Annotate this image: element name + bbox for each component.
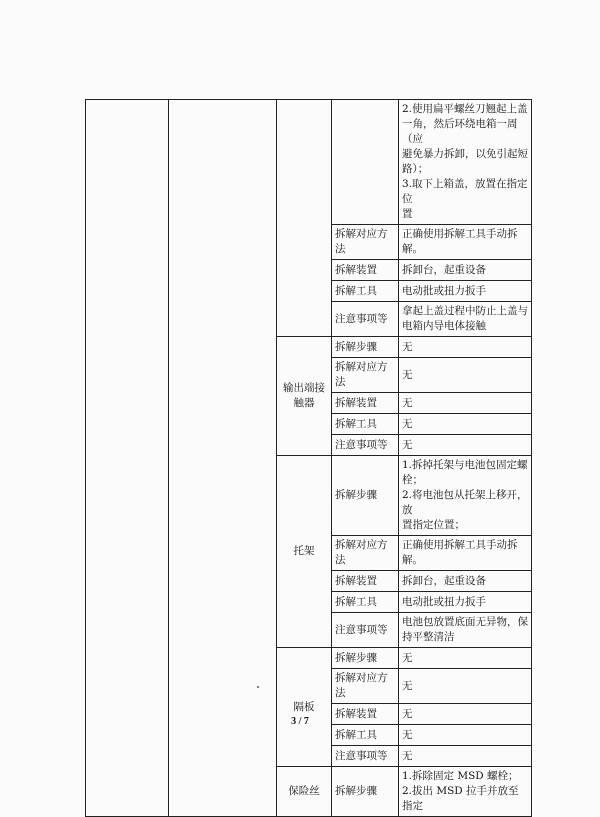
device-label: 拆解装置 [332,260,399,281]
device-value: 无 [399,393,532,414]
text-line: 3.取下上箱盖，放置在指定位 [402,178,528,205]
steps-value: 无 [399,648,532,669]
text-line: 2.拔出 MSD 拉手并放至指定 [402,785,519,812]
text-line: 一角，然后环绕电箱一周（应 [402,118,518,145]
note-value: 无 [399,435,532,456]
text-line: 避免暴力拆卸，以免引起短 [402,148,528,160]
table-cell-empty [169,100,277,817]
method-label: 拆解对应方法 [332,358,399,393]
tool-label: 拆解工具 [332,725,399,746]
group-partition: 隔板 [277,648,332,767]
device-label: 拆解装置 [332,704,399,725]
table-cell-empty [277,100,332,337]
group-bracket: 托架 [277,456,332,648]
table-row [86,100,532,225]
steps-value: 无 [399,337,532,358]
device-value: 拆卸台，起重设备 [399,260,532,281]
note-value: 电池包放置底面无异物，保持平整清洁 [399,613,532,648]
note-label: 注意事项等 [332,435,399,456]
group-output-contactor: 输出端接触器 [277,337,332,456]
method-value: 正确使用拆解工具手动拆解。 [399,225,532,260]
text-line: 置 [402,208,413,220]
note-value: 拿起上盖过程中防止上盖与电箱内导电体接触 [399,302,532,337]
tool-value: 无 [399,414,532,435]
text-line: 1.拆掉托架与电池包固定螺 [402,459,528,471]
table-cell-empty [86,100,169,817]
tool-label: 拆解工具 [332,281,399,302]
tool-label: 拆解工具 [332,414,399,435]
device-label: 拆解装置 [332,571,399,592]
steps-label: 拆解步骤 [332,767,399,817]
note-label: 注意事项等 [332,302,399,337]
tool-value: 无 [399,725,532,746]
method-value: 无 [399,669,532,704]
text-line: 1.拆除固定 MSD 螺栓； [402,770,519,782]
text-line: 路）； [402,163,429,175]
method-value: 正确使用拆解工具手动拆解。 [399,536,532,571]
method-value: 无 [399,358,532,393]
device-label: 拆解装置 [332,393,399,414]
group-fuse: 保险丝 [277,767,332,817]
text-line: 2.将电池包从托架上移开，放 [402,489,528,516]
disassembly-table [85,99,532,817]
text-line: 栓； [402,474,423,486]
method-label: 拆解对应方法 [332,669,399,704]
steps-value [399,456,532,536]
device-value: 拆卸台，起重设备 [399,571,532,592]
steps-label: 拆解步骤 [332,456,399,536]
note-value: 无 [399,746,532,767]
note-label: 注意事项等 [332,746,399,767]
text-line: 2.使用扁平螺丝刀翘起上盖 [402,103,528,115]
tool-value: 电动批或扭力扳手 [399,281,532,302]
note-label: 注意事项等 [332,613,399,648]
steps-label: 拆解步骤 [332,337,399,358]
page-number: 3 / 7 [291,716,309,727]
tool-label: 拆解工具 [332,592,399,613]
steps-label: 拆解步骤 [332,648,399,669]
steps-value [399,767,532,817]
device-value: 无 [399,704,532,725]
scan-speck [257,686,259,688]
method-label: 拆解对应方法 [332,536,399,571]
table-cell-empty [332,100,399,225]
steps-value-top [399,100,532,225]
tool-value: 电动批或扭力扳手 [399,592,532,613]
text-line: 置指定位置； [402,519,465,531]
method-label: 拆解对应方法 [332,225,399,260]
